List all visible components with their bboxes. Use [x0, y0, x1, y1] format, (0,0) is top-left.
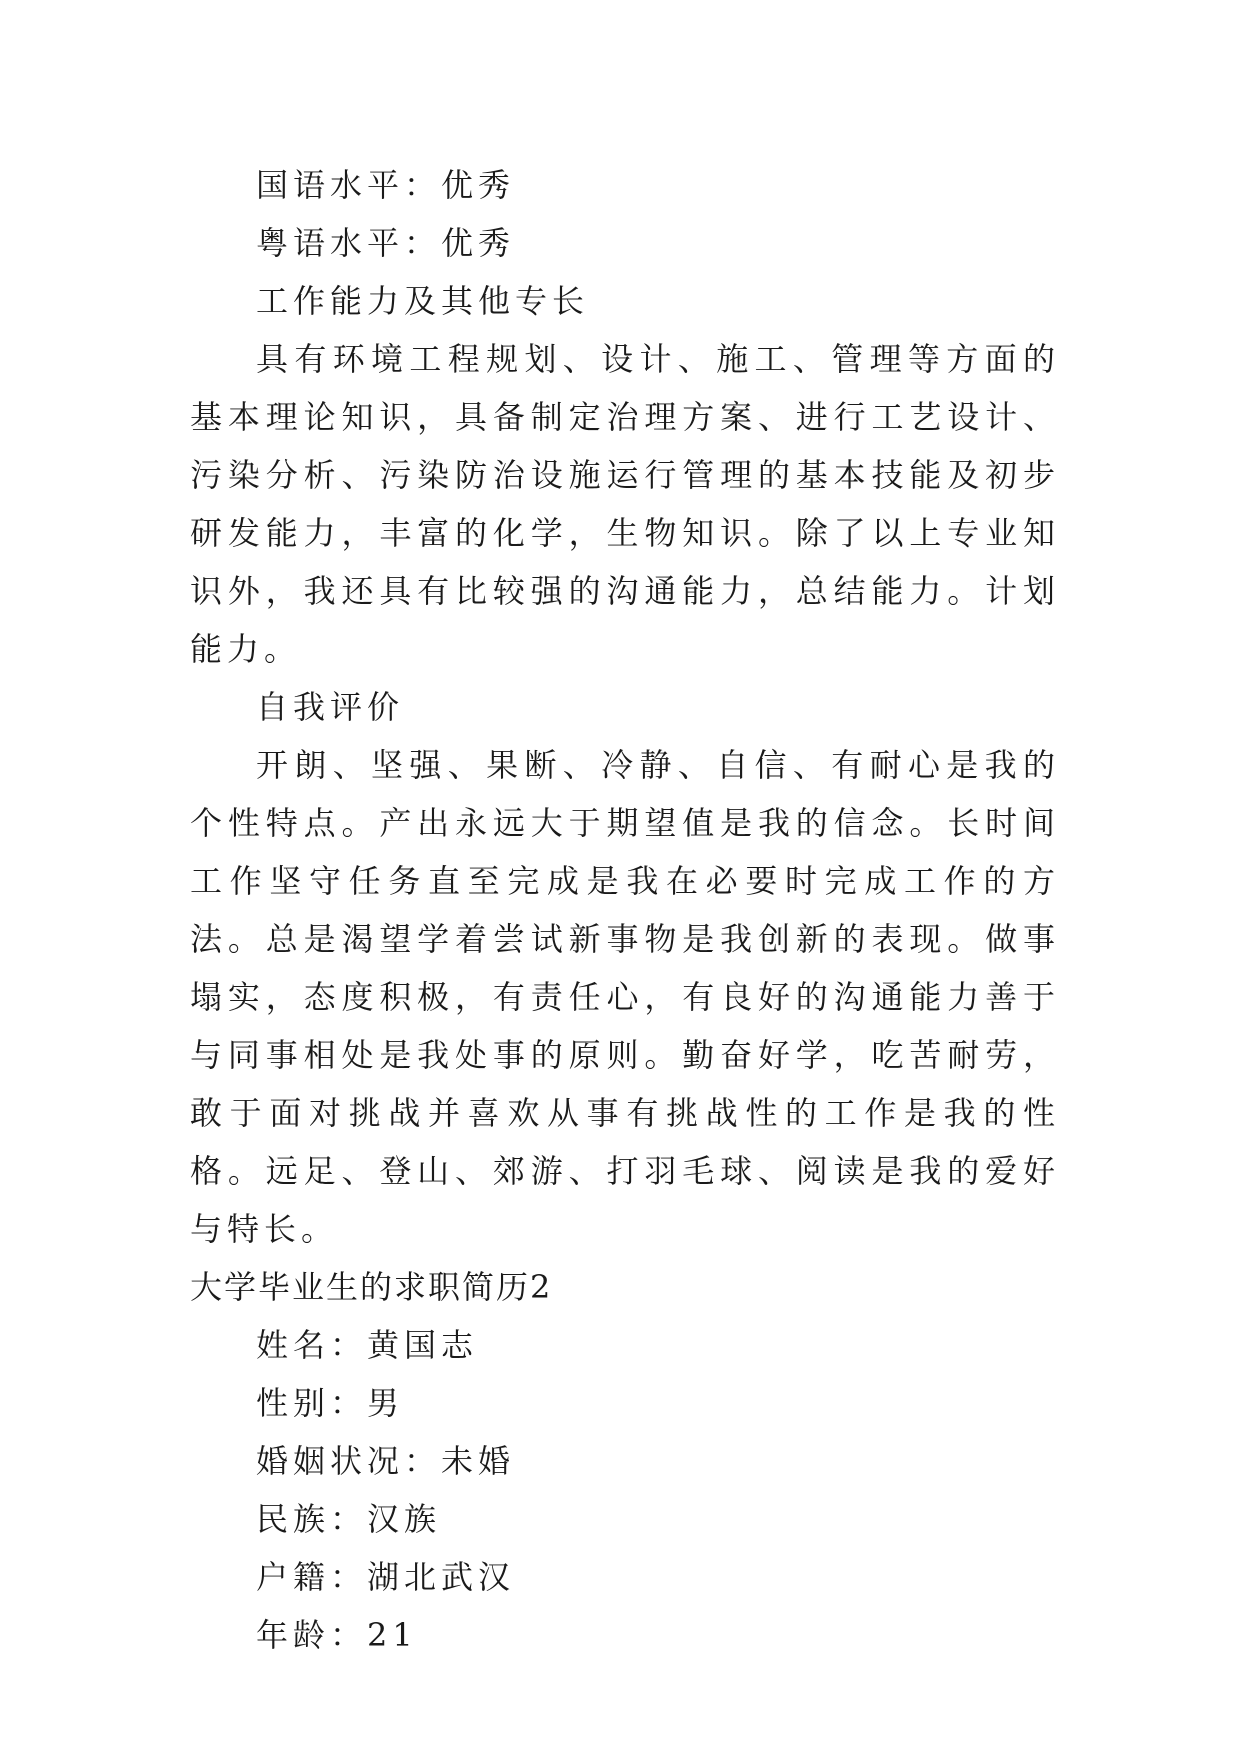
section-title: 大学毕业生的求职简历2 [190, 1268, 553, 1306]
cantonese-level-line: 粤语水平：优秀 [256, 224, 516, 262]
household-registration-line: 户籍：湖北武汉 [256, 1558, 516, 1596]
self-evaluation-paragraph: 开朗、坚强、果断、冷静、自信、有耐心是我的个性特点。产出永远大于期望值是我的信念。长时间工作坚守任务直至完成是我在必要时完成工作的方法。总是渴望学着尝试新事物是我创新的表现。做事塌实，态度积极，有责任心，有良好的沟通能力善于与同事相处是我处事的原则。勤奋好学，吃苦耐劳，敢于面对挑战并喜欢从事有挑战性的工作是我的性格。远足、登山、郊游、打羽毛球、阅读是我的爱好与特长。 [190, 746, 1060, 1248]
marital-status-line: 婚姻状况：未婚 [256, 1442, 516, 1480]
self-evaluation-heading: 自我评价 [256, 688, 405, 726]
ethnicity-line: 民族：汉族 [256, 1500, 442, 1538]
skills-paragraph: 具有环境工程规划、设计、施工、管理等方面的基本理论知识，具备制定治理方案、进行工艺设计、污染分析、污染防治设施运行管理的基本技能及初步研发能力，丰富的化学，生物知识。除了以上专业知识外，我还具有比较强的沟通能力，总结能力。计划能力。 [190, 340, 1060, 668]
age-line: 年龄：21 [256, 1616, 418, 1654]
document-body [190, 156, 1060, 1664]
gender-line: 性别：男 [256, 1384, 405, 1422]
name-line: 姓名：黄国志 [256, 1326, 479, 1364]
mandarin-level-line: 国语水平：优秀 [256, 166, 516, 204]
skills-heading: 工作能力及其他专长 [256, 282, 590, 320]
